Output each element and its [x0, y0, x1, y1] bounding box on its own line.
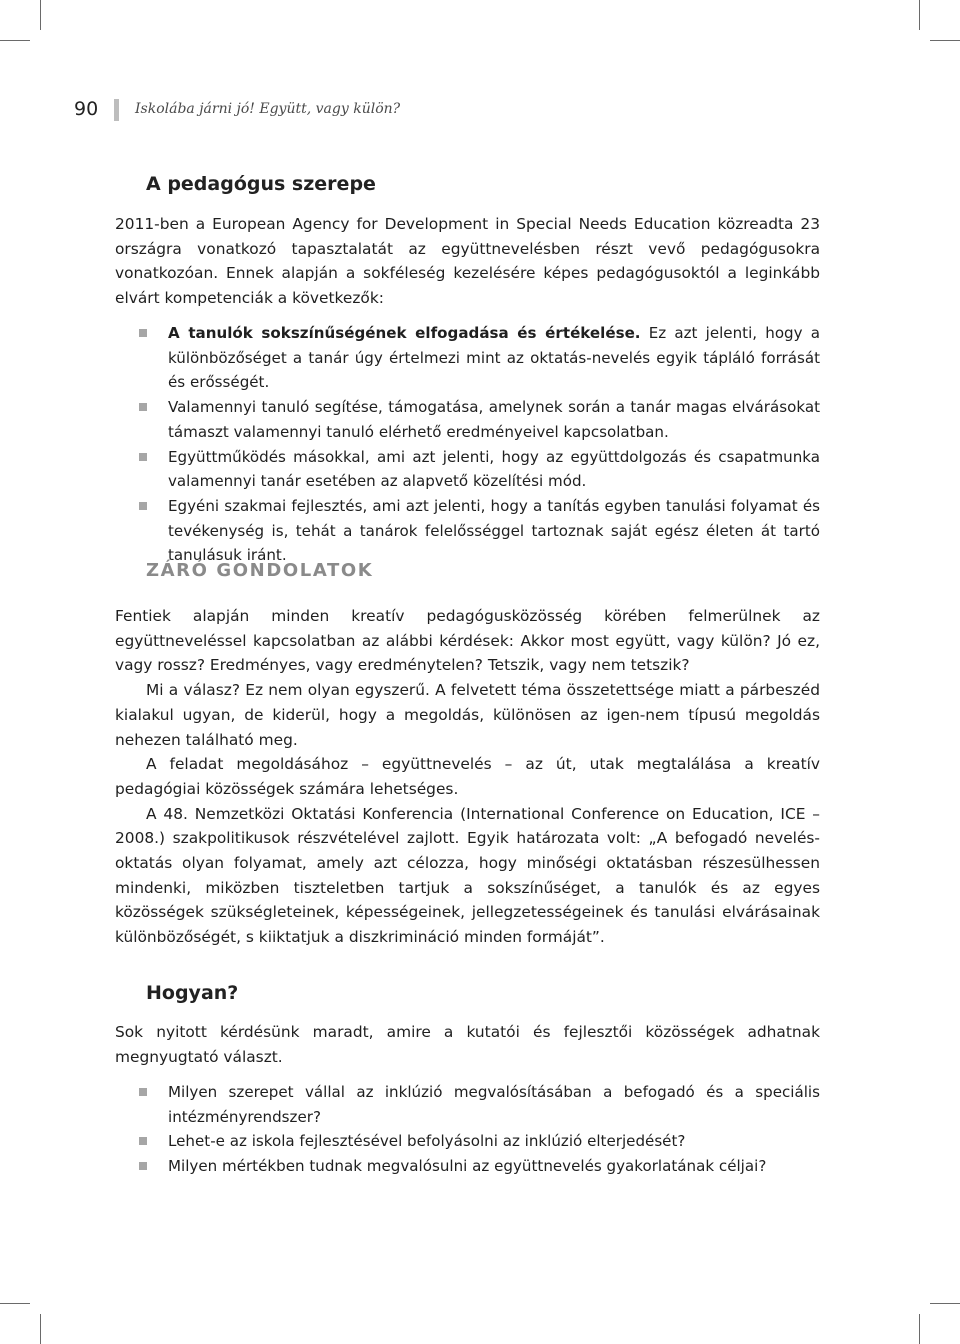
crop-mark — [930, 1303, 960, 1304]
crop-mark — [40, 1314, 41, 1344]
crop-mark — [919, 1314, 920, 1344]
open-questions-list — [115, 1080, 820, 1179]
intro-paragraph: 2011-ben a European Agency for Development in Special Needs Education közreadta 23 országra vonatkozó tapasztalatát az együttnevelésben részt vevő pedagógusokra vonatkozóan. Ennek alapján a sokféleség kezelésére képes pedagógusoktól a leginkább elvárt kompetenciák a következők: — [115, 215, 820, 308]
square-bullet-icon — [139, 1137, 147, 1145]
crop-mark — [919, 0, 920, 30]
square-bullet-icon — [139, 1088, 147, 1096]
list-item — [115, 1080, 820, 1129]
paragraph: A 48. Nemzetközi Oktatási Konferencia (International Conference on Education, ICE – 2008.) szakpolitikusok részvételével zajlott. Egyik határozata volt: „A befogadó nevelés-oktatás olyan folyamat, amely azt célozza, hogy minőségi oktatásban részesülhessen mindenki, miközben tiszteletben tartjuk a sokszínűséget, a tanulók és az egyes közösségek szükségleteinek, képességeinek, jellegzetességeinek és tanulási elvárásainak különbözőségét, s kiiktatjuk a diszkrimináció minden formáját”. — [115, 804, 820, 947]
section-heading-pedagogus-szerepe: A pedagógus szerepe — [146, 173, 376, 195]
list-item — [115, 321, 820, 395]
crop-mark — [0, 1303, 30, 1304]
list-item — [115, 1154, 820, 1179]
square-bullet-icon — [139, 403, 147, 411]
square-bullet-icon — [139, 329, 147, 337]
section-heading-zaro-gondolatok: ZÁRÓ GONDOLATOK — [146, 560, 374, 581]
list-item-text: Milyen szerepet vállal az inklúzió megvalósításában a befogadó és a speciális intézményrendszer? — [168, 1083, 820, 1126]
list-item-text: Együttműködés másokkal, ami azt jelenti, hogy az együttdolgozás és csapatmunka valamennyi tanár esetében az alapvető közelítési mód. — [168, 447, 820, 491]
intro-paragraph: Sok nyitott kérdésünk maradt, amire a kutatói és fejlesztői közösségek adhatnak megnyugtató választ. — [115, 1023, 820, 1066]
closing-thoughts-body — [115, 604, 820, 950]
running-title: Iskolába járni jó! Együtt, vagy külön? — [135, 101, 401, 117]
list-item-text: Egyéni szakmai fejlesztés, ami azt jelenti, hogy a tanítás egyben tanulási folyamat és tevékenység is, tehát a tanárok felelősséggel tartoznak saját egész életen át tartó tanulásuk iránt. — [168, 496, 820, 565]
paragraph: A feladat megoldásához – együttnevelés – az út, utak megtalálása a kreatív pedagógiai közösségek számára lehetséges. — [115, 755, 820, 798]
list-item — [115, 445, 820, 494]
list-item-lead: A tanulók sokszínűségének elfogadása és értékelése. — [168, 324, 641, 342]
list-item-text: Milyen mértékben tudnak megvalósulni az együttnevelés gyakorlatának céljai? — [168, 1157, 767, 1176]
crop-mark — [40, 0, 41, 30]
list-item — [115, 494, 820, 568]
paragraph: Mi a válasz? Ez nem olyan egyszerű. A felvetett téma összetettsége miatt a párbeszéd kialakul ugyan, de kiderül, hogy a megoldás, különösen az igen-nem típusú megoldás nehezen található meg. — [115, 681, 820, 749]
crop-mark — [0, 40, 30, 41]
crop-mark — [930, 40, 960, 41]
paragraph: Fentiek alapján minden kreatív pedagógusközösség körében felmerülnek az együttneveléssel kapcsolatban az alábbi kérdések: Akkor most együtt, vagy külön? Jó ez, vagy rossz? Eredményes, vagy eredménytelen? Tetszik, vagy nem tetszik? — [115, 607, 820, 675]
list-item — [115, 395, 820, 444]
list-item — [115, 1129, 820, 1154]
page-number: 90 — [74, 98, 99, 120]
list-item-text: Valamennyi tanuló segítése, támogatása, amelynek során a tanár magas elvárásokat támaszt valamennyi tanuló elérhető eredményeivel kapcsolatban. — [168, 398, 820, 441]
square-bullet-icon — [139, 1162, 147, 1170]
list-item-text: Ez azt jelenti, hogy a különbözőséget a tanár úgy értelmezi mint az oktatás-nevelés egyik tápláló forrását és erősségét. — [168, 324, 820, 392]
header-divider-bar — [114, 99, 119, 121]
list-item-text: Lehet-e az iskola fejlesztésével befolyásolni az inklúzió elterjedését? — [168, 1132, 686, 1151]
square-bullet-icon — [139, 502, 147, 510]
square-bullet-icon — [139, 453, 147, 461]
section-heading-hogyan: Hogyan? — [146, 982, 239, 1004]
competency-list — [115, 321, 820, 568]
